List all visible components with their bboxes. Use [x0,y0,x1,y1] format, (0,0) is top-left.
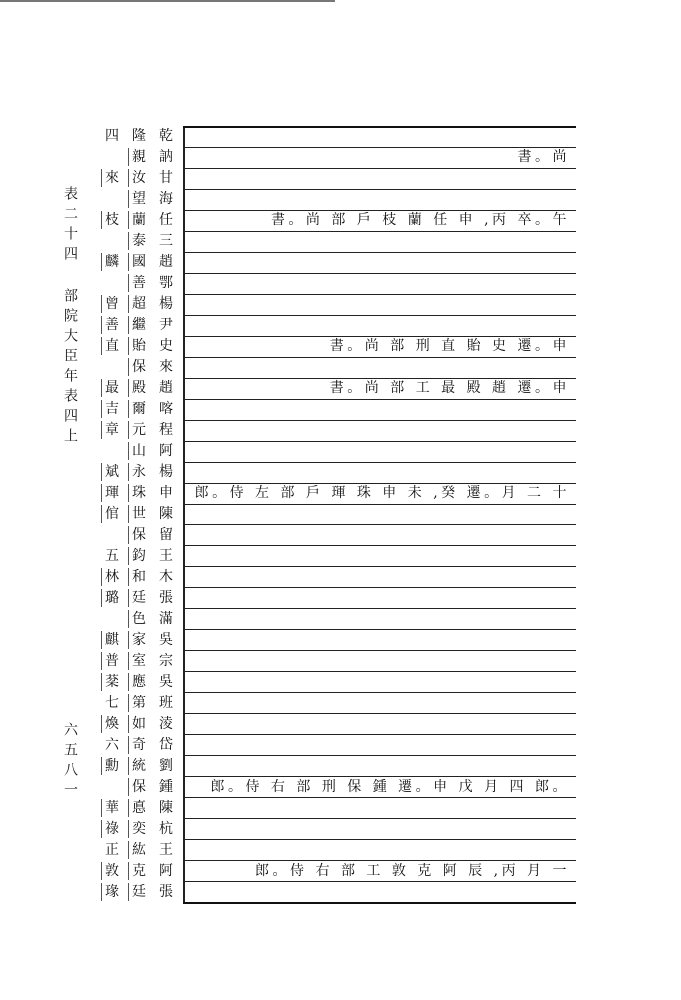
name-char: 班 [159,694,173,711]
name-char: 廷 [128,883,149,901]
row-rule [183,420,576,421]
row-rule [183,504,576,505]
name-char: 張 [159,883,173,900]
name-char: 留 [159,526,173,543]
name-char: 琿 [101,484,122,502]
name-char [101,442,122,460]
table-divider [183,126,185,902]
row-rule [183,545,576,546]
name-char: 任 [159,212,173,229]
name-char: 來 [159,359,173,376]
name-char: 王 [159,841,173,858]
row-rule [183,839,576,840]
name-char: 廷 [128,589,149,607]
name-char: 貽 [128,337,149,355]
name-char: 元 [128,421,149,439]
name-char: 喀 [159,401,173,418]
row-rule [183,902,576,904]
name-char: 王 [159,547,173,564]
name-char: 張 [159,589,173,606]
row-rule [183,881,576,882]
row-rule [183,755,576,756]
row-rule [183,294,576,295]
name-char: 繼 [128,316,149,334]
name-char: 隆 [132,128,146,145]
row-rule [183,713,576,714]
name-char: 珠 [128,484,149,502]
name-char: 祿 [101,820,122,838]
name-char: 訥 [159,149,173,166]
name-char: 楊 [159,296,173,313]
name-char: 瑑 [101,883,122,901]
name-char: 程 [159,422,173,439]
name-char: 七 [105,694,119,711]
name-char: 紘 [128,841,149,859]
name-char: 趙 [159,254,173,271]
name-char: 阿 [159,443,173,460]
row-rule [183,608,576,609]
name-char: 林 [101,568,122,586]
name-char: 爾 [128,400,149,418]
name-char: 來 [101,169,122,187]
name-char [101,274,122,292]
name-char: 乾 [159,128,173,145]
name-char: 趙 [159,380,173,397]
name-char: 勳 [101,757,122,775]
name-char: 國 [128,253,149,271]
name-char: 普 [101,652,122,670]
name-char: 淩 [159,715,173,732]
name-char: 吳 [159,631,173,648]
name-char: 保 [128,526,149,544]
row-rule [183,650,576,651]
name-char: 望 [128,190,149,208]
name-char: 殿 [128,379,149,397]
name-char: 倌 [101,505,122,523]
appointment-note: 申。遷 史 貽 直 刑 部 尚。書 [329,338,570,355]
name-char: 統 [128,757,149,775]
row-rule [183,818,576,819]
name-char: 滿 [159,610,173,627]
name-char: 鈞 [128,547,149,565]
row-rule [183,671,576,672]
name-char: 應 [128,673,149,691]
name-char: 阿 [159,862,173,879]
name-char: 甘 [159,170,173,187]
name-char: 木 [159,568,173,585]
name-char: 華 [101,799,122,817]
row-rule [183,315,576,316]
name-char: 煥 [101,715,122,733]
appointment-note: 。郎 四 月 戊 申。遷 鍾 保 刑 部 右 侍。郎 [210,778,570,795]
name-char: 麟 [101,253,122,271]
name-char: 永 [128,463,149,481]
name-char: 悳 [128,799,149,817]
row-rule [183,797,576,798]
row-rule [183,734,576,735]
row-rule [183,629,576,630]
name-char: 曾 [101,295,122,313]
name-char: 陳 [159,506,173,522]
name-char: 吉 [101,400,122,418]
name-char: 正 [105,841,119,858]
name-char: 宗 [159,652,173,669]
name-char: 家 [128,631,149,649]
appointment-note: 一 月 丙, 辰 阿 克 敦 工 部 右 侍。郎 [255,862,570,879]
row-rule [183,587,576,588]
row-rule [183,566,576,567]
name-char: 親 [128,148,149,166]
name-char [101,358,122,376]
row-rule [183,231,576,232]
name-char: 五 [105,547,119,564]
name-char: 克 [128,862,149,880]
appointment-note: 尚。書 [517,149,570,166]
name-char: 山 [128,442,149,460]
name-char: 最 [101,379,122,397]
name-char [101,232,122,250]
name-char: 三 [159,233,173,250]
running-title: 表二十四 部院大臣年表四上 [62,186,78,448]
appointment-note: 十 二 月。遷 癸, 未 申 珠 琿 戶 部 左 侍。郎 [194,485,570,502]
row-rule [183,524,576,525]
name-char: 色 [128,610,149,628]
row-rule [183,168,576,169]
name-char: 室 [128,652,149,670]
name-char: 鄂 [159,275,173,292]
name-char: 奇 [128,736,149,754]
name-char: 保 [128,358,149,376]
appointment-note: 午。卒 丙, 申 任 蘭 枝 戶 部 尚。書 [270,212,570,229]
name-char: 枝 [101,211,122,229]
name-char [101,778,122,796]
name-char: 和 [128,568,149,586]
row-rule [183,273,576,274]
name-char: 蘭 [128,211,149,229]
name-char: 棻 [101,673,122,691]
name-char [101,526,122,544]
name-char: 善 [128,274,149,292]
name-char: 斌 [101,463,122,481]
name-char: 善 [101,316,122,334]
name-char: 鍾 [159,778,173,795]
name-char: 六 [105,736,119,753]
name-char: 世 [128,505,149,523]
name-char: 如 [128,715,149,733]
name-char: 章 [101,421,122,439]
page-number: 六五八一 [62,722,78,802]
row-rule [183,441,576,442]
name-char: 尹 [159,317,173,334]
name-char: 璐 [101,589,122,607]
name-char: 杭 [159,820,173,837]
appointment-note: 申。遷 趙 殿 最 工 部 尚。書 [329,380,570,397]
row-rule [183,399,576,400]
name-char: 泰 [128,232,149,250]
name-char: 陳 [159,799,173,816]
name-char [101,148,122,166]
name-char: 第 [128,694,149,712]
name-char [101,610,122,628]
name-char: 麒 [101,631,122,649]
name-char: 申 [159,485,173,502]
name-char: 四 [105,128,119,145]
name-char: 保 [128,778,149,796]
name-char: 直 [101,337,122,355]
row-rule [183,462,576,463]
name-char: 吳 [159,673,173,690]
row-rule [183,252,576,253]
name-char: 超 [128,295,149,313]
name-char: 史 [159,338,173,355]
name-char: 海 [159,191,173,208]
row-rule [183,357,576,358]
row-rule [183,189,576,190]
name-char: 岱 [159,736,173,753]
row-rule [183,126,576,128]
name-char: 奕 [128,820,149,838]
row-rule [183,692,576,693]
name-char: 敦 [101,862,122,880]
name-char: 楊 [159,464,173,481]
name-char: 汝 [128,169,149,187]
name-char: 劉 [159,757,173,774]
name-char [101,190,122,208]
